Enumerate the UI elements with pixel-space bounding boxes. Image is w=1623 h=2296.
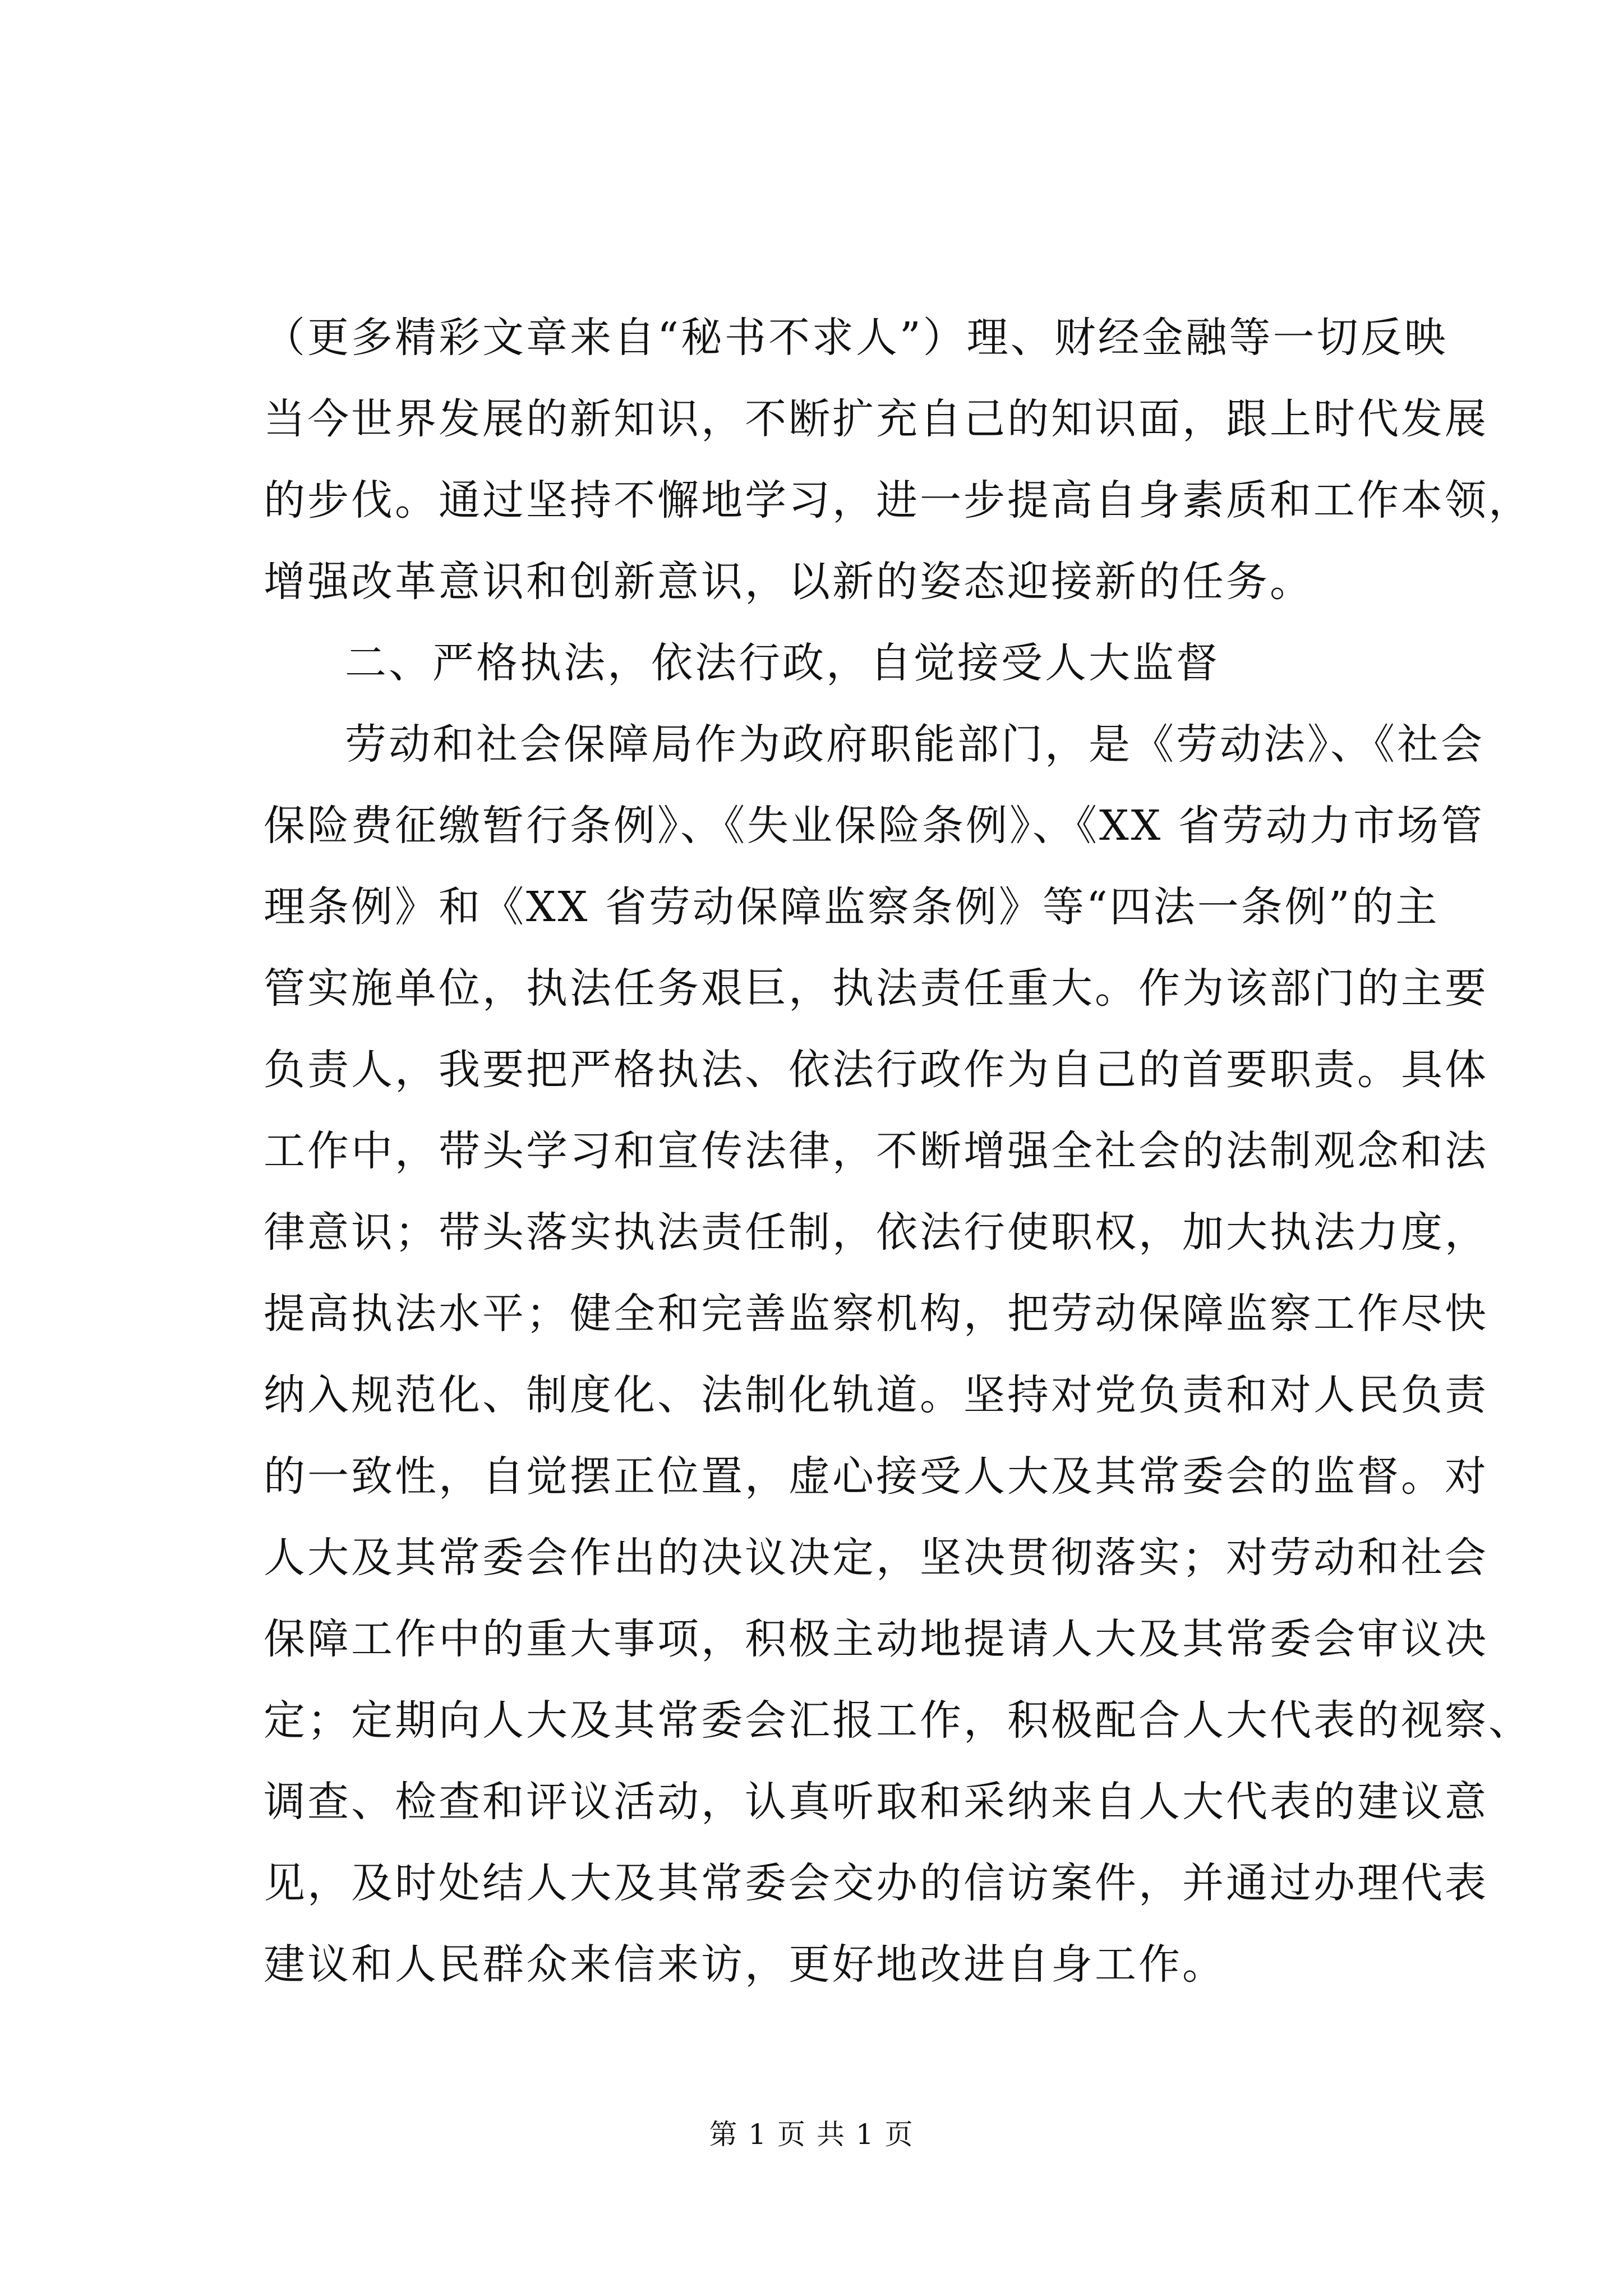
text-line: 的一致性，自觉摆正位置，虚心接受人大及其常委会的监督。对 [264, 1452, 1488, 1501]
text-line: 的步伐。通过坚持不懈地学习，进一步提高自身素质和工作本领， [264, 476, 1532, 524]
page-number-label: 第 1 页 共 1 页 [709, 2118, 914, 2151]
text-line: 定；定期向人大及其常委会汇报工作，积极配合人大代表的视察、 [264, 1696, 1532, 1745]
document-body [264, 297, 1532, 2005]
text-line: 人大及其常委会作出的决议决定，坚决贯彻落实；对劳动和社会 [264, 1534, 1488, 1582]
text-line: 管实施单位，执法任务艰巨，执法责任重大。作为该部门的主要 [264, 964, 1488, 1013]
heading-line: 二、严格执法，依法行政，自觉接受人大监督 [345, 639, 1220, 687]
paragraph-continuation [264, 297, 1532, 623]
text-line: 调查、检查和评议活动，认真听取和采纳来自人大代表的建议意 [264, 1778, 1488, 1826]
page-footer [0, 2115, 1623, 2154]
section-heading [264, 623, 1453, 704]
text-line: 纳入规范化、制度化、法制化轨道。坚持对党负责和对人民负责 [264, 1371, 1488, 1419]
text-line: 当今世界发展的新知识，不断扩充自己的知识面，跟上时代发展 [264, 395, 1488, 443]
text-line: 工作中，带头学习和宣传法律，不断增强全社会的法制观念和法 [264, 1127, 1488, 1175]
text-line: 建议和人民群众来信来访，更好地改进自身工作。 [264, 1940, 1226, 1989]
text-line: 负责人，我要把严格执法、依法行政作为自己的首要职责。具体 [264, 1046, 1488, 1094]
text-line: 保险费征缴暂行条例》、《失业保险条例》、《XX 省劳动力市场管 [264, 802, 1484, 850]
text-line: 见，及时处结人大及其常委会交办的信访案件，并通过办理代表 [264, 1859, 1488, 1907]
text-line: （更多精彩文章来自“秘书不求人”）理、财经金融等一切反映 [264, 314, 1448, 362]
text-line: 理条例》和《XX 省劳动保障监察条例》等“四法一条例”的主 [264, 883, 1440, 931]
text-line: 律意识；带头落实执法责任制，依法行使职权，加大执法力度， [264, 1208, 1488, 1257]
text-line: 保障工作中的重大事项，积极主动地提请人大及其常委会审议决 [264, 1615, 1488, 1663]
text-line: 增强改革意识和创新意识，以新的姿态迎接新的任务。 [264, 558, 1313, 606]
text-line: 提高执法水平；健全和完善监察机构，把劳动保障监察工作尽快 [264, 1290, 1488, 1338]
text-line: 劳动和社会保障局作为政府职能部门，是《劳动法》、《社会 [345, 720, 1484, 769]
paragraph-body [264, 704, 1532, 2005]
